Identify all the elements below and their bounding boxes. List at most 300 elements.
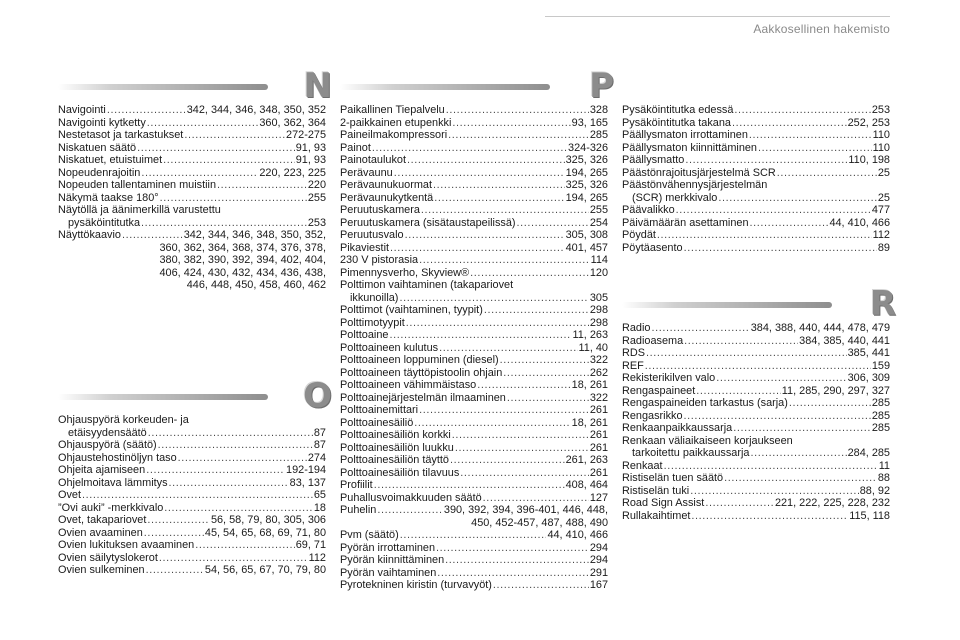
entry-term: Ohjauspyörä korkeuden- ja	[58, 414, 189, 426]
index-entry	[340, 242, 608, 255]
entry-pages: 194, 265	[565, 191, 608, 204]
entry-term: Puhallusvoimakkuuden säätö	[340, 491, 482, 504]
entry-term: Ovien avaaminen	[58, 526, 143, 539]
entry-term: Päästönvähennysjärjestelmän	[622, 179, 768, 191]
dot-leader	[732, 117, 847, 130]
dot-leader	[147, 514, 210, 527]
entry-term: Radio	[622, 322, 651, 334]
entry-pages: 325, 326	[565, 154, 608, 166]
dot-leader	[439, 342, 577, 355]
entry-pages: 18, 261	[571, 379, 608, 391]
entry-pages-continuation: 380, 382, 390, 392, 394, 402, 404,	[159, 254, 326, 266]
entry-term: 230 V pistorasia	[340, 254, 419, 266]
index-entry	[340, 204, 608, 217]
entry-pages-continuation: 446, 448, 450, 458, 460, 462	[186, 279, 326, 291]
entry-term: Pysäköintitutka takana	[622, 116, 731, 129]
dot-leader	[147, 117, 259, 130]
entry-pages: 261	[589, 429, 608, 441]
index-entry	[622, 242, 890, 255]
entry-pages: 408, 464	[565, 479, 608, 491]
entry-pages: 285	[871, 409, 890, 422]
entry-term: Rengasrikko	[622, 409, 683, 422]
entry-pages: 291	[589, 566, 608, 579]
entry-pages: 255	[307, 191, 326, 204]
index-entries	[58, 104, 326, 292]
entry-pages: 11, 263	[572, 329, 608, 341]
entry-term: Ohjeita ajamiseen	[58, 464, 146, 476]
dot-leader	[107, 104, 186, 117]
index-entry	[622, 422, 890, 435]
entry-term: Pyörän kiinnittäminen	[340, 554, 445, 566]
index-entry	[58, 477, 326, 490]
entry-term: Ohjaustehostinöljyn taso	[58, 451, 177, 464]
entry-term: Renkaat	[622, 459, 663, 472]
entry-pages: 294	[589, 554, 608, 566]
dot-leader	[646, 347, 847, 360]
entry-pages: 110, 198	[848, 154, 890, 166]
entry-pages: 54, 56, 65, 67, 70, 79, 80	[204, 564, 326, 576]
index-entry	[340, 317, 608, 330]
index-entry	[340, 254, 608, 267]
section-r	[622, 284, 896, 522]
index-entry	[340, 267, 608, 280]
page-header-title: Aakkosellinen hakemisto	[753, 22, 890, 36]
index-entry	[340, 404, 608, 417]
entry-term: Polttoainejärjestelmän ilmaaminen	[340, 391, 506, 404]
section-divider-bar	[58, 394, 268, 400]
dot-leader	[733, 422, 871, 435]
dot-leader	[450, 454, 565, 467]
dot-leader	[718, 192, 877, 205]
index-entry	[340, 129, 608, 142]
dot-leader	[195, 539, 295, 552]
entry-term: Polttoaine	[340, 329, 389, 341]
dot-leader	[217, 179, 307, 192]
entry-pages: 18	[313, 501, 326, 514]
index-entry	[340, 167, 608, 180]
dot-leader	[645, 360, 871, 373]
index-entry	[58, 527, 326, 540]
entry-pages: 93, 165	[571, 116, 608, 129]
dot-leader	[685, 154, 847, 167]
entry-term: Perävaunukuormat	[340, 179, 433, 191]
dot-leader	[394, 167, 565, 180]
entry-term: Ovien säilytyslokerot	[58, 551, 158, 564]
entry-term: Rekisterikilven valo	[622, 372, 716, 384]
entry-pages: 385, 441	[847, 347, 890, 359]
entry-term: Puhelin	[340, 504, 377, 516]
entry-term: Päällysmatto	[622, 154, 685, 166]
entry-term: Pyrotekninen kiristin (turvavyöt)	[340, 579, 492, 591]
index-entry	[58, 167, 326, 180]
index-entry	[340, 392, 608, 405]
entry-term: Päällysmaton irrottaminen	[622, 129, 748, 141]
entry-term: Polttoaineen täyttöpistoolin ohjain	[340, 366, 503, 379]
dot-leader	[664, 460, 878, 473]
section-letter: P	[589, 66, 614, 106]
index-entry	[622, 117, 890, 130]
entry-pages: 254	[589, 216, 608, 229]
index-entry	[340, 492, 608, 505]
entry-pages: 11, 285, 290, 297, 327	[781, 384, 890, 397]
index-entry	[58, 452, 326, 465]
entry-term: Pöytäasento	[622, 241, 683, 254]
dot-leader	[696, 385, 781, 398]
dot-leader	[684, 335, 798, 348]
entry-term: Niskatuen säätö	[58, 141, 137, 154]
index-entry	[622, 179, 890, 204]
entry-pages: 477	[871, 204, 890, 216]
index-entry	[340, 342, 608, 355]
index-entry	[340, 554, 608, 567]
entry-pages: 324-326	[568, 141, 608, 154]
dot-leader	[777, 167, 877, 180]
entry-term: Ovet	[58, 489, 81, 501]
index-entry	[622, 497, 890, 510]
entry-pages: 360, 362, 364	[259, 116, 326, 129]
index-entry	[622, 347, 890, 360]
index-entry	[58, 564, 326, 577]
index-entry	[622, 385, 890, 398]
entry-pages: 285	[871, 422, 890, 434]
entry-term: Painot	[340, 141, 371, 154]
dot-leader	[691, 510, 848, 523]
dot-leader	[184, 129, 285, 142]
dot-leader	[82, 489, 313, 502]
entry-term: Päivämäärän asettaminen	[622, 216, 749, 229]
entry-term: Näyttökaavio	[58, 229, 121, 241]
entry-pages: 87	[313, 439, 326, 451]
entry-term: Polttoaineen vähimmäistaso	[340, 379, 477, 391]
dot-leader	[436, 542, 589, 555]
index-entry	[58, 142, 326, 155]
dot-leader	[141, 167, 258, 180]
section-divider-bar	[622, 302, 832, 308]
entry-pages: 384, 385, 440, 441	[799, 334, 890, 347]
entry-pages: 261, 263	[565, 454, 608, 466]
dot-leader	[651, 322, 749, 335]
dot-leader	[460, 467, 589, 480]
entry-pages: 11, 40	[578, 341, 608, 354]
entry-term: Rengaspaineiden tarkastus (sarja)	[622, 397, 788, 409]
entry-pages: 342, 344, 346, 348, 350, 352	[186, 104, 326, 116]
dot-leader	[470, 267, 589, 280]
index-entry	[58, 552, 326, 565]
entry-pages: 261	[589, 466, 608, 479]
index-entry	[58, 464, 326, 477]
index-entries	[340, 104, 608, 592]
dot-leader	[445, 554, 589, 567]
index-entry	[622, 104, 890, 117]
index-entry	[340, 467, 608, 480]
entry-term: Polttoainesäiliön korkki	[340, 429, 451, 441]
entry-term: Pöydät	[622, 229, 656, 241]
index-entry	[340, 279, 608, 304]
entry-pages: 83, 137	[289, 476, 326, 489]
entry-pages: 69, 71	[295, 539, 326, 551]
section-n	[58, 66, 332, 292]
dot-leader	[390, 242, 565, 255]
dot-leader	[146, 564, 204, 577]
entry-term: REF	[622, 359, 644, 372]
entry-term-continuation: pysäköintitutka	[68, 216, 141, 229]
index-entry	[340, 179, 608, 192]
entry-term: Polttoaineen kulutus	[340, 341, 439, 354]
entry-pages: 384, 388, 440, 444, 478, 479	[750, 322, 890, 334]
index-entry	[340, 229, 608, 242]
index-entry	[340, 217, 608, 230]
dot-leader	[684, 242, 877, 255]
entry-term: Polttoaineen loppuminen (diesel)	[340, 354, 499, 366]
dot-leader	[158, 439, 313, 452]
index-entries	[58, 414, 326, 577]
dot-leader	[407, 154, 565, 167]
dot-leader	[750, 217, 829, 230]
entry-pages: 274	[307, 451, 326, 464]
index-entry	[340, 442, 608, 455]
entry-pages: 298	[589, 316, 608, 329]
dot-leader	[517, 217, 589, 230]
entry-pages: 167	[589, 579, 608, 591]
entry-pages: 261	[589, 404, 608, 416]
dot-leader	[374, 479, 565, 492]
entry-term: Peruutuskamera (sisätaustapeilissä)	[340, 216, 516, 229]
entry-pages: 390, 392, 394, 396-401, 446, 448,	[443, 504, 608, 516]
dot-leader	[419, 404, 589, 417]
dot-leader	[477, 379, 570, 392]
entry-pages: 306, 309	[847, 372, 890, 384]
dot-leader	[484, 304, 589, 317]
index-entry	[58, 502, 326, 515]
entry-pages: 252, 253	[847, 116, 890, 129]
index-entry	[622, 167, 890, 180]
entry-term: Polttoainesäiliön tilavuus	[340, 466, 460, 479]
entry-term-continuation: tarkoitettu paikkaussarja	[632, 447, 750, 459]
entry-term: Rengaspaineet	[622, 384, 696, 397]
dot-leader	[164, 502, 313, 515]
entry-pages-continuation: 406, 424, 430, 432, 434, 436, 438,	[159, 266, 326, 279]
entry-term: Nopeuden tallentaminen muistiin	[58, 179, 217, 191]
index-entry	[340, 579, 608, 592]
index-entries	[622, 322, 890, 522]
entry-pages: 220	[307, 179, 326, 191]
entry-term: Peruutusvalo	[340, 229, 404, 241]
entry-term: Päällysmaton kiinnittäminen	[622, 141, 757, 154]
entry-pages: 44, 410, 466	[547, 529, 608, 541]
dot-leader	[448, 129, 589, 142]
entry-term: Ohjauspyörä (säätö)	[58, 439, 157, 451]
dot-leader	[389, 329, 571, 342]
dot-leader	[141, 217, 307, 230]
dot-leader	[406, 317, 589, 330]
index-entry	[622, 204, 890, 217]
entry-pages: 305	[589, 291, 608, 304]
index-entry	[340, 567, 608, 580]
entry-term: Polttoainemittari	[340, 404, 419, 416]
index-entry	[340, 504, 608, 529]
entry-term: Nestetasot ja tarkastukset	[58, 129, 184, 141]
dot-leader	[483, 492, 589, 505]
entry-term: 2-paikkainen etupenkki	[340, 116, 452, 129]
dot-leader	[159, 552, 308, 565]
index-entry	[622, 397, 890, 410]
entry-term: Renkaanpaikkaussarja	[622, 422, 733, 434]
dot-leader	[372, 142, 567, 155]
dot-leader	[433, 179, 565, 192]
entry-term: Ovien lukituksen avaaminen	[58, 539, 195, 551]
dot-leader	[146, 464, 285, 477]
entry-pages: 115, 118	[849, 509, 890, 522]
entry-pages: 91, 93	[295, 141, 326, 154]
entry-term: Ristiselän tuki	[622, 484, 690, 497]
entry-term: Ovien sulkeminen	[58, 564, 145, 576]
index-entry	[340, 304, 608, 317]
dot-leader	[684, 410, 871, 423]
index-entries	[622, 104, 890, 254]
section-letter: R	[869, 284, 896, 324]
index-entry	[622, 410, 890, 423]
entry-term: Perävaunukytkentä	[340, 191, 434, 204]
section-n-header	[58, 66, 332, 106]
entry-term: Paikallinen Tiepalvelu	[340, 104, 445, 116]
dot-leader	[377, 504, 443, 517]
entry-pages: 127	[589, 491, 608, 504]
dot-leader	[437, 567, 589, 580]
entry-term: Ohjelmoitava lämmitys	[58, 476, 168, 489]
dot-leader	[160, 192, 307, 205]
index-entry	[622, 360, 890, 373]
entry-pages: 285	[589, 129, 608, 141]
index-entry	[340, 354, 608, 367]
entry-term: ”Ovi auki” -merkkivalo	[58, 501, 164, 514]
entry-pages: 112	[872, 229, 890, 241]
entry-pages: 114	[590, 254, 608, 266]
section-letter: N	[303, 66, 332, 106]
index-entry	[622, 129, 890, 142]
entry-pages: 305, 308	[565, 229, 608, 241]
index-entry	[58, 117, 326, 130]
index-entry	[622, 154, 890, 167]
section-o-header	[58, 376, 332, 416]
entry-pages: 88, 92	[859, 484, 890, 497]
index-entry	[622, 372, 890, 385]
index-entry	[58, 439, 326, 452]
index-entry	[340, 329, 608, 342]
dot-leader	[163, 154, 295, 167]
dot-leader	[734, 104, 870, 117]
index-entry	[58, 204, 326, 229]
dot-leader	[750, 447, 846, 460]
dot-leader	[500, 354, 589, 367]
entry-pages: 284, 285	[847, 447, 890, 459]
entry-term: Peruutuskamera	[340, 204, 420, 216]
entry-pages: 87	[313, 426, 326, 439]
entry-term: Pyörän irrottaminen	[340, 541, 436, 554]
dot-leader	[148, 427, 313, 440]
dot-leader	[122, 229, 183, 242]
entry-term: Polttoainesäiliön luukku	[340, 441, 454, 454]
section-divider-bar	[58, 84, 268, 90]
dot-leader	[758, 142, 872, 155]
entry-pages: 253	[307, 216, 326, 229]
entry-term: Niskatuet, etuistuimet	[58, 154, 163, 166]
entry-pages: 112	[308, 551, 326, 564]
index-entry	[622, 485, 890, 498]
index-entry	[622, 460, 890, 473]
entry-pages: 220, 223, 225	[259, 166, 326, 179]
dot-leader	[507, 392, 589, 405]
entry-term: Ovet, takapariovet	[58, 514, 147, 526]
section-divider-bar	[340, 84, 550, 90]
dot-leader	[414, 417, 570, 430]
entry-pages: 262	[589, 366, 608, 379]
dot-leader	[716, 372, 846, 385]
header-rule	[545, 16, 890, 17]
dot-leader	[676, 204, 871, 217]
entry-pages: 298	[589, 304, 608, 316]
dot-leader	[657, 229, 872, 242]
entry-pages: 261	[589, 441, 608, 454]
index-entry	[340, 429, 608, 442]
entry-term: Paineilmakompressori	[340, 129, 448, 141]
section-o	[58, 376, 332, 577]
entry-term: Päävalikko	[622, 204, 675, 216]
entry-term: RDS	[622, 347, 645, 359]
dot-leader	[169, 477, 289, 490]
index-entry	[622, 472, 890, 485]
entry-term: Navigointi kytketty	[58, 116, 146, 129]
entry-pages: 44, 410, 466	[829, 216, 890, 229]
entry-pages: 194, 265	[565, 166, 608, 179]
index-entry	[340, 479, 608, 492]
index-entry	[340, 529, 608, 542]
index-entry	[340, 379, 608, 392]
dot-leader	[503, 367, 589, 380]
entry-pages: 89	[877, 241, 890, 254]
index-entry	[58, 489, 326, 502]
entry-pages: 91, 93	[295, 154, 326, 166]
index-entry	[622, 142, 890, 155]
entry-pages: 25	[877, 191, 890, 204]
entry-pages: 88	[877, 472, 890, 484]
entry-term: Polttoainesäiliön täyttö	[340, 454, 449, 466]
entry-term: Pvm (säätö)	[340, 529, 399, 541]
entry-pages: 294	[589, 541, 608, 554]
index-entry	[340, 417, 608, 430]
dot-leader	[446, 104, 589, 117]
index-entry	[340, 104, 608, 117]
entry-pages: 325, 326	[565, 179, 608, 191]
entry-pages: 322	[589, 354, 608, 366]
entry-term: Näytöllä ja äänimerkillä varustettu	[58, 204, 221, 216]
dot-leader	[724, 472, 877, 485]
entry-pages: 253	[871, 104, 890, 116]
entry-term: Pikaviestit	[340, 241, 390, 254]
entry-pages: 18, 261	[571, 416, 608, 429]
index-entry	[340, 154, 608, 167]
index-entry	[622, 435, 890, 460]
entry-term: Polttimot (vaihtaminen, tyypit)	[340, 304, 483, 316]
dot-leader	[452, 117, 570, 130]
entry-term: Radioasema	[622, 334, 684, 347]
entry-term: Ristiselän tuen säätö	[622, 472, 724, 484]
entry-pages: 159	[871, 359, 890, 372]
entry-pages: 272-275	[286, 129, 326, 141]
entry-term: Perävaunu	[340, 166, 393, 179]
entry-pages: 56, 58, 79, 80, 305, 306	[210, 514, 326, 526]
index-entry	[58, 192, 326, 205]
entry-pages: 285	[871, 397, 890, 409]
